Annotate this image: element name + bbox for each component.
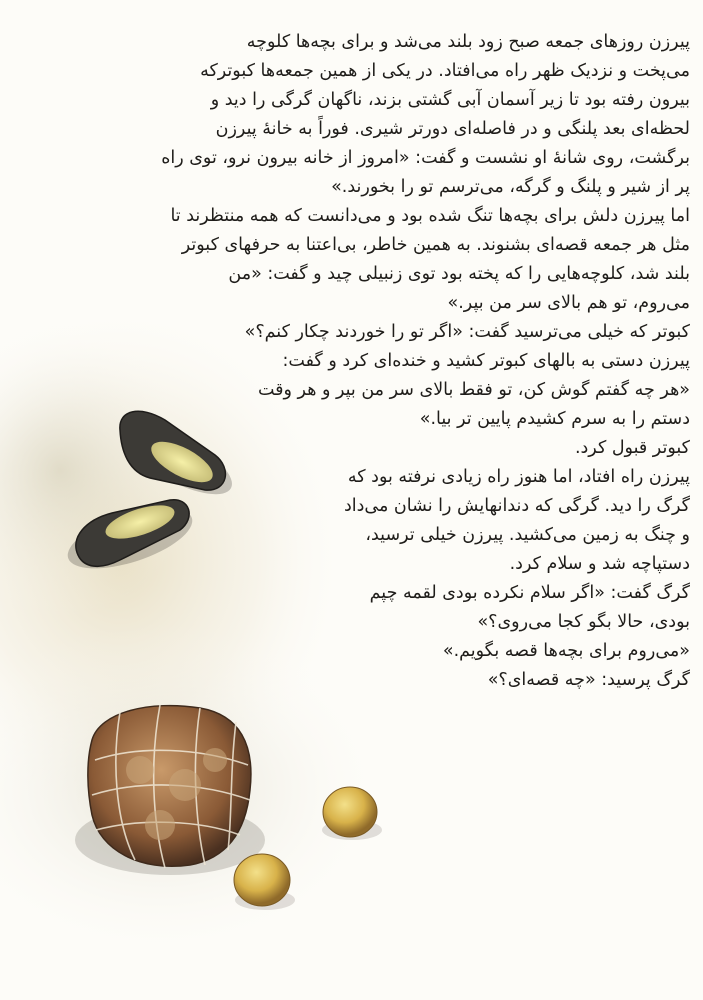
story-line: بلند شد، کلوچه‌هایی را که پخته بود توی زنبیلی چید و گفت: «من: [228, 264, 690, 284]
story-line: می‌پخت و نزدیک ظهر راه می‌افتاد. در یکی از همین جمعه‌ها کبوترکه: [200, 61, 690, 81]
story-line: و چنگ به زمین می‌کشید. پیرزن خیلی ترسید،: [365, 525, 690, 545]
story-line: دستم را به سرم کشیدم پایین تر بیا.»: [419, 409, 690, 429]
story-line: پر از شیر و پلنگ و گرگه، می‌ترسم تو را بخورند.»: [331, 177, 690, 197]
story-line: «می‌روم برای بچه‌ها قصه بگویم.»: [442, 641, 690, 661]
basket-of-cookies: [75, 705, 265, 875]
story-line: لحظه‌ای بعد پلنگی و در فاصله‌ای دورتر شیری. فوراً به خانهٔ پیرزن: [215, 119, 690, 139]
story-line: پیرزن راه افتاد، اما هنوز راه زیادی نرفته بود که: [347, 467, 690, 487]
story-line: کبوتر قبول کرد.: [574, 438, 690, 458]
story-text: [150, 28, 690, 695]
story-line: بیرون رفته بود تا زیر آسمان آبی گشتی بزند، ناگهان گرگی را دید و: [210, 90, 690, 110]
story-line: پیرزن روزهای جمعه صبح زود بلند می‌شد و برای بچه‌ها کلوچه: [246, 32, 690, 52]
story-line: «هر چه گفتم گوش کن، تو فقط بالای سر من بپر و هر وقت: [257, 380, 690, 400]
story-line: بودی، حالا بگو کجا می‌روی؟»: [477, 612, 690, 632]
story-line: برگشت، روی شانهٔ او نشست و گفت: «امروز از خانه بیرون نرو، توی راه: [161, 148, 690, 168]
story-line: اما پیرزن دلش برای بچه‌ها تنگ شده بود و می‌دانست که همه منتظرند تا: [170, 206, 690, 226]
story-line: کبوتر که خیلی می‌ترسید گفت: «اگر تو را خوردند چکار کنم؟»: [244, 322, 690, 342]
story-line: مثل هر جمعه قصه‌ای بشنوند. به همین خاطر، بی‌اعتنا به حرفهای کبوتر: [181, 235, 690, 255]
story-line: گرگ پرسید: «چه قصه‌ای؟»: [487, 670, 690, 690]
story-line: گرگ را دید. گرگی که دندانهایش را نشان می‌داد: [343, 496, 690, 516]
story-line: گرگ گفت: «اگر سلام نکرده بودی لقمه چپم: [369, 583, 690, 603]
story-line: پیرزن دستی به بالهای کبوتر کشید و خنده‌ای کرد و گفت:: [282, 351, 690, 371]
story-line: می‌روم، تو هم بالای سر من بپر.»: [447, 293, 690, 313]
story-line: دستپاچه شد و سلام کرد.: [509, 554, 690, 574]
